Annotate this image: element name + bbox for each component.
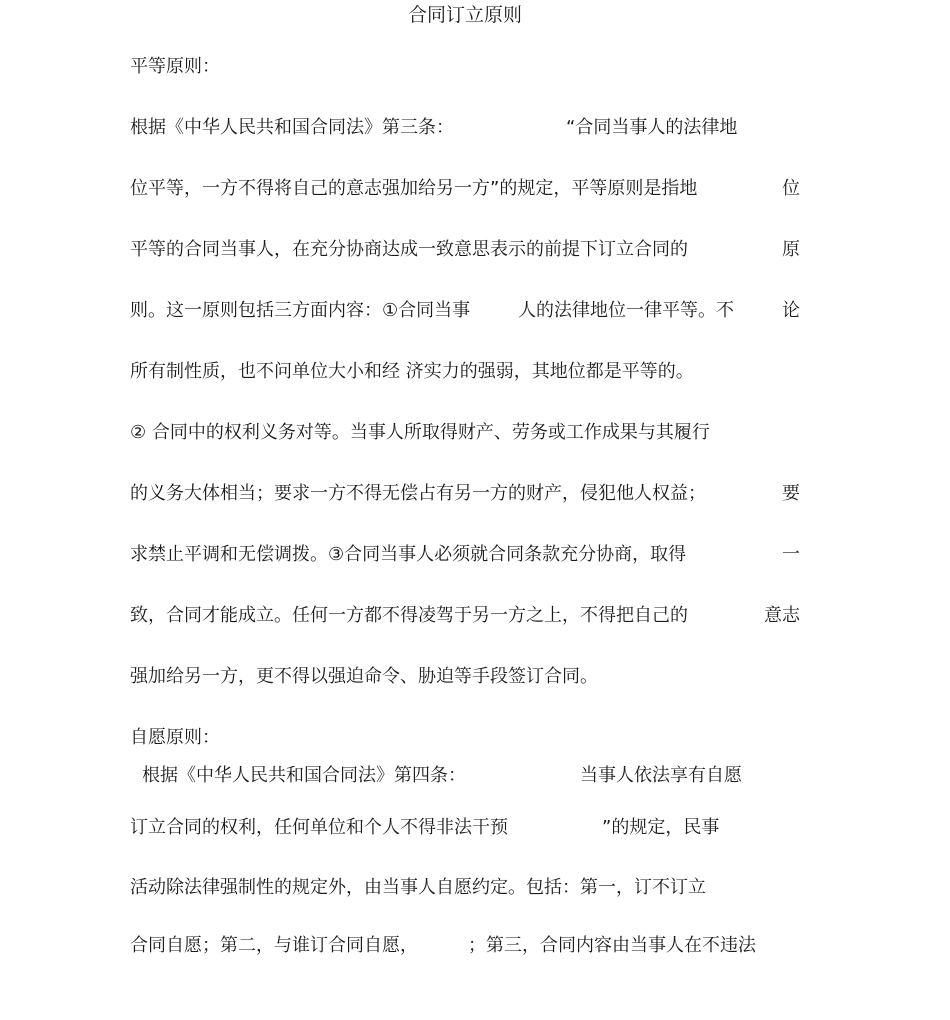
text-segment: ② 合同中的权利义务对等。当事人所取得财产、劳务或工作成果与其履行 bbox=[130, 422, 710, 443]
text-segment: 合同自愿；第二，与谁订合同自愿， bbox=[130, 935, 418, 956]
section-heading-voluntary bbox=[130, 726, 800, 750]
paragraph-line bbox=[130, 543, 800, 567]
text-segment: 根据《中华人民共和国合同法》第四条： bbox=[142, 765, 466, 786]
text-segment: 强加给另一方，更不得以强迫命令、胁迫等手段签订合同。 bbox=[130, 666, 598, 687]
text-segment: 订立合同的权利，任何单位和个人不得非法干预 bbox=[130, 817, 508, 838]
text-segment: 当事人依法享有自愿 bbox=[580, 765, 742, 786]
paragraph-line bbox=[130, 876, 800, 900]
text-segment: 的义务大体相当；要求一方不得无偿占有另一方的财产，侵犯他人权益； bbox=[130, 483, 706, 504]
text-segment: 自愿原则： bbox=[130, 727, 220, 748]
text-segment: 意志 bbox=[764, 605, 800, 626]
text-segment: 论 bbox=[781, 300, 800, 321]
paragraph-line bbox=[142, 764, 812, 788]
document-title: 合同订立原则 bbox=[407, 4, 522, 26]
paragraph-line bbox=[130, 299, 800, 323]
text-segment: 人的法律地位一律平等。不 bbox=[518, 300, 735, 321]
paragraph-line bbox=[130, 934, 800, 958]
text-segment: 致，合同才能成立。任何一方都不得凌驾于另一方之上，不得把自己的 bbox=[130, 605, 688, 626]
text-segment: 济实力的强弱，其地位都是平等的。 bbox=[405, 361, 694, 382]
text-segment: 则。这一原则包括三方面内容：①合同当事 bbox=[130, 300, 471, 321]
text-segment: ；第三，合同内容由当事人在不违法 bbox=[468, 935, 756, 956]
paragraph-line bbox=[130, 360, 800, 384]
text-segment: 所有制性质，也不问单位大小和经 bbox=[130, 361, 400, 382]
text-segment: 平等的合同当事人，在充分协商达成一致意思表示的前提下订立合同的 bbox=[130, 239, 688, 260]
section-heading-equality bbox=[130, 55, 800, 79]
paragraph-line bbox=[130, 665, 800, 689]
paragraph-line bbox=[130, 604, 800, 628]
text-segment: 一 bbox=[782, 544, 800, 565]
text-segment: 求禁止平调和无偿调拨。③合同当事人必须就合同条款充分协商，取得 bbox=[130, 544, 687, 565]
paragraph-line bbox=[130, 421, 800, 445]
text-segment: ”的规定，民事 bbox=[602, 817, 720, 838]
text-segment: 原 bbox=[782, 239, 800, 260]
paragraph-line bbox=[130, 238, 800, 262]
text-segment: 平等原则： bbox=[130, 56, 220, 77]
text-segment: 位 bbox=[782, 178, 800, 199]
text-segment: 根据《中华人民共和国合同法》第三条： bbox=[130, 117, 454, 138]
text-segment: 要 bbox=[782, 483, 800, 504]
paragraph-line bbox=[130, 816, 800, 840]
text-segment: 活动除法律强制性的规定外，由当事人自愿约定。包括：第一，订不订立 bbox=[130, 877, 706, 898]
text-segment: 位平等，一方不得将自己的意志强加给另一方”的规定，平等原则是指地 bbox=[130, 178, 698, 199]
paragraph-line bbox=[130, 116, 800, 140]
paragraph-line bbox=[130, 177, 800, 201]
paragraph-line bbox=[130, 482, 800, 506]
text-segment: “合同当事人的法律地 bbox=[566, 117, 738, 138]
